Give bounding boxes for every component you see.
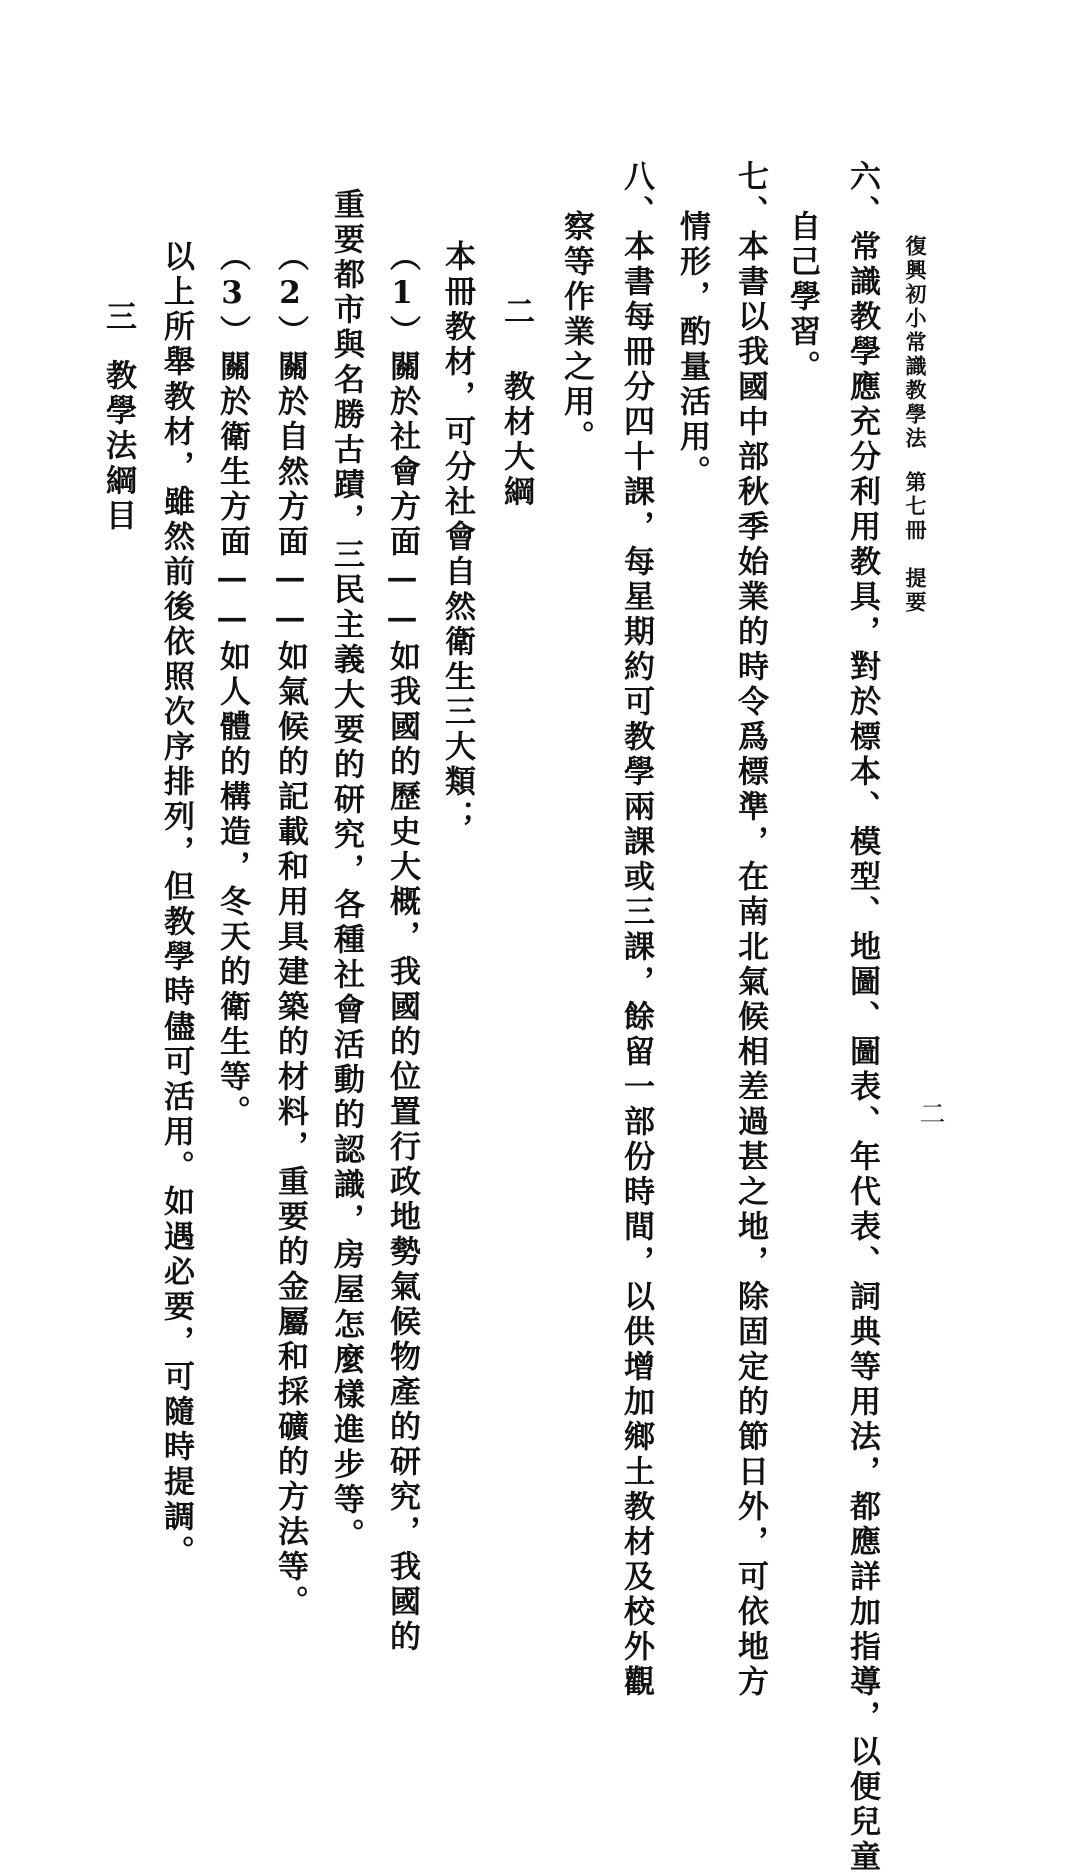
section-2-number: 二 (498, 295, 534, 330)
section-2-closing: 以上所舉教材，雖然前後依照次序排列，但教學時儘可活用。如遇必要，可隨時提調。 (158, 240, 194, 1570)
book-title: 復興初小常識教學法 (903, 235, 928, 451)
page-number: 二 (915, 1100, 945, 1126)
section-2-heading (496, 295, 536, 510)
section-3-number: 三 (100, 300, 136, 335)
section-3-title: 教學法綱目 (100, 359, 136, 534)
section-label: 提要 (903, 567, 928, 615)
paragraph-7: 七、本書以我國中部秋季始業的時令爲標準，在南北氣候相差過甚之地，除固定的節日外，可依地方 (732, 160, 768, 1700)
item-social-cont: 重要都市與名勝古蹟，三民主義大要的研究，各種社會活動的認識，房屋怎麼樣進步等。 (328, 188, 364, 1553)
paragraph-6: 六、常識教學應充分利用教具，對於標本、模型、地圖、圖表、年代表、詞典等用法，都應詳加指導，以便兒童 (844, 160, 880, 1875)
running-header (902, 235, 928, 615)
paragraph-7-cont: 情形，酌量活用。 (674, 210, 710, 490)
item-nature: （2）關於自然方面——如氣候的記載和用具建築的材料，重要的金屬和採礦的方法等。 (272, 240, 308, 1620)
section-2-intro: 本冊教材，可分社會自然衛生三大類； (439, 240, 475, 835)
volume-label: 第七冊 (903, 471, 928, 543)
paragraph-8: 八、本書每冊分四十課，每星期約可教學兩課或三課，餘留一部份時間，以供增加鄉土教材及校外觀 (618, 160, 654, 1700)
paragraph-6-cont: 自己學習。 (784, 210, 820, 385)
section-2-title: 教材大綱 (498, 370, 534, 510)
item-hygiene: （3）關於衛生方面——如人體的構造，冬天的衛生等。 (214, 240, 250, 1130)
section-3-heading (98, 300, 138, 534)
item-social: （1）關於社會方面——如我國的歷史大概，我國的位置行政地勢氣候物產的研究，我國的 (384, 240, 420, 1655)
paragraph-8-cont: 察等作業之用。 (558, 210, 594, 455)
